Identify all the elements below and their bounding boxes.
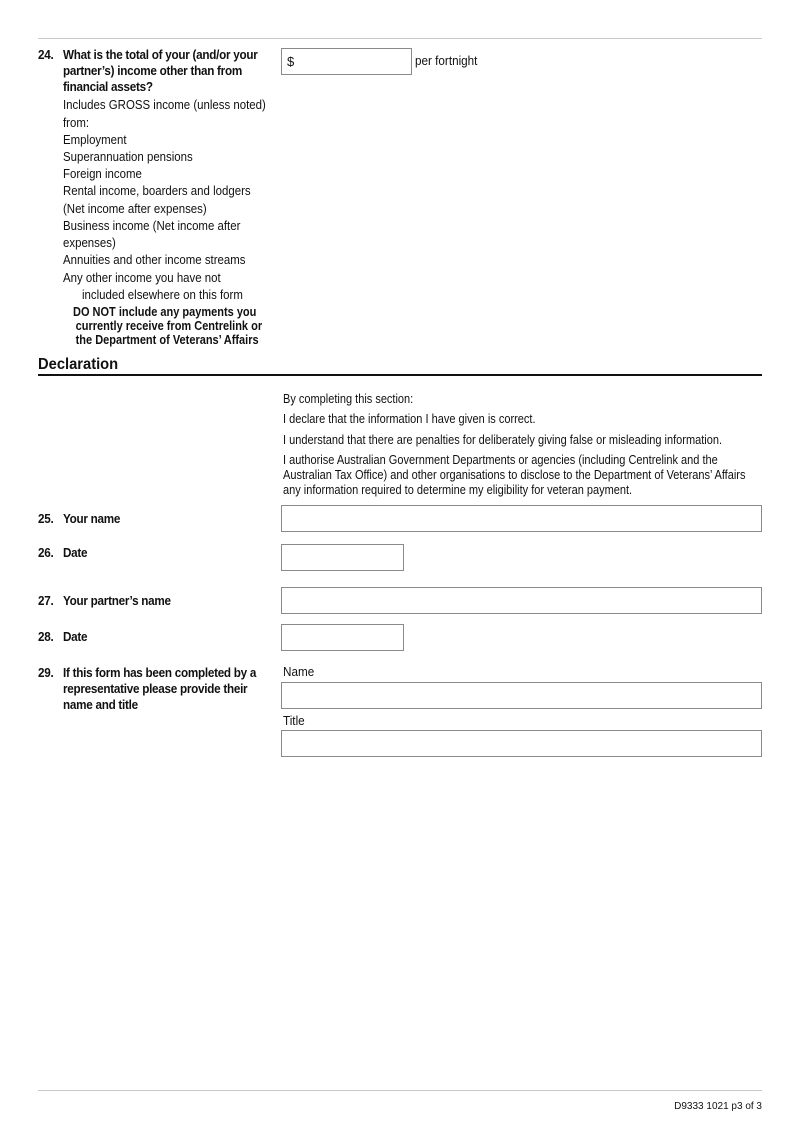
currency-symbol: $ xyxy=(287,54,295,69)
title-line: If this form has been completed by a xyxy=(63,665,257,680)
income-type-foreign: Foreign income xyxy=(63,166,142,181)
partner-date-field[interactable] xyxy=(281,624,404,651)
declaration-heading: Declaration xyxy=(38,356,119,373)
income-type-business-note: expenses) xyxy=(63,235,116,250)
declaration-rule xyxy=(38,374,762,376)
date-field[interactable] xyxy=(281,544,404,571)
income-type-employment: Employment xyxy=(63,132,127,147)
declaration-authorise-line1: I authorise Australian Government Departments or agencies (including Centrelink and the xyxy=(283,453,718,467)
declaration-correct: I declare that the information I have given is correct. xyxy=(283,412,536,426)
note-line: the Department of Veterans’ Affairs xyxy=(75,333,259,347)
declaration-authorise-line3: any information required to determine my eligibility for veteran payment. xyxy=(283,483,633,497)
income-type-other: Any other income you have not xyxy=(63,270,221,285)
income-period-label: per fortnight xyxy=(415,53,478,68)
question-24-title xyxy=(63,47,257,95)
form-code: D9333 1021 p3 of 3 xyxy=(674,1101,762,1112)
partner-date-label: Date xyxy=(63,629,88,644)
income-amount-field[interactable] xyxy=(281,48,412,75)
income-type-rental-note: (Net income after expenses) xyxy=(63,201,207,216)
question-number: 29. xyxy=(38,665,54,680)
representative-name-field[interactable] xyxy=(281,682,762,709)
your-name-label: Your name xyxy=(63,511,121,526)
question-number: 28. xyxy=(38,629,54,644)
question-number: 26. xyxy=(38,545,54,560)
question-number: 27. xyxy=(38,593,54,608)
top-rule xyxy=(38,38,762,39)
declaration-authorise-line2: Australian Tax Office) and other organisations to disclose to the Department of Veterans’ Affairs xyxy=(283,468,746,482)
title-line: partner’s) income other than from xyxy=(63,63,242,78)
income-type-superannuation: Superannuation pensions xyxy=(63,149,193,164)
question-number: 25. xyxy=(38,511,54,526)
date-label: Date xyxy=(63,545,88,560)
footer-rule xyxy=(38,1090,762,1091)
income-type-other-note: included elsewhere on this form xyxy=(82,287,243,302)
declaration-intro: By completing this section: xyxy=(283,392,414,406)
income-include-note: Includes GROSS income (unless noted) xyxy=(63,97,266,112)
your-name-field[interactable] xyxy=(281,505,762,532)
income-type-business: Business income (Net income after xyxy=(63,218,241,233)
title-line: What is the total of your (and/or your xyxy=(63,47,258,62)
title-line: name and title xyxy=(63,697,138,712)
exclusion-note xyxy=(73,305,262,347)
declaration-penalties: I understand that there are penalties for deliberately giving false or misleading information. xyxy=(283,433,723,447)
income-from-label: from: xyxy=(63,115,90,130)
income-type-rental: Rental income, boarders and lodgers xyxy=(63,183,251,198)
question-number: 24. xyxy=(38,47,54,62)
partner-name-label: Your partner’s name xyxy=(63,593,171,608)
title-line: representative please provide their xyxy=(63,681,248,696)
note-line: DO NOT include any payments you xyxy=(73,305,257,319)
partner-name-field[interactable] xyxy=(281,587,762,614)
representative-title-label: Title xyxy=(283,713,305,728)
income-type-annuities: Annuities and other income streams xyxy=(63,252,246,267)
title-line: financial assets? xyxy=(63,79,153,94)
note-line: currently receive from Centrelink or xyxy=(75,319,263,333)
representative-question xyxy=(63,665,256,713)
representative-title-field[interactable] xyxy=(281,730,762,757)
representative-name-label: Name xyxy=(283,664,315,679)
